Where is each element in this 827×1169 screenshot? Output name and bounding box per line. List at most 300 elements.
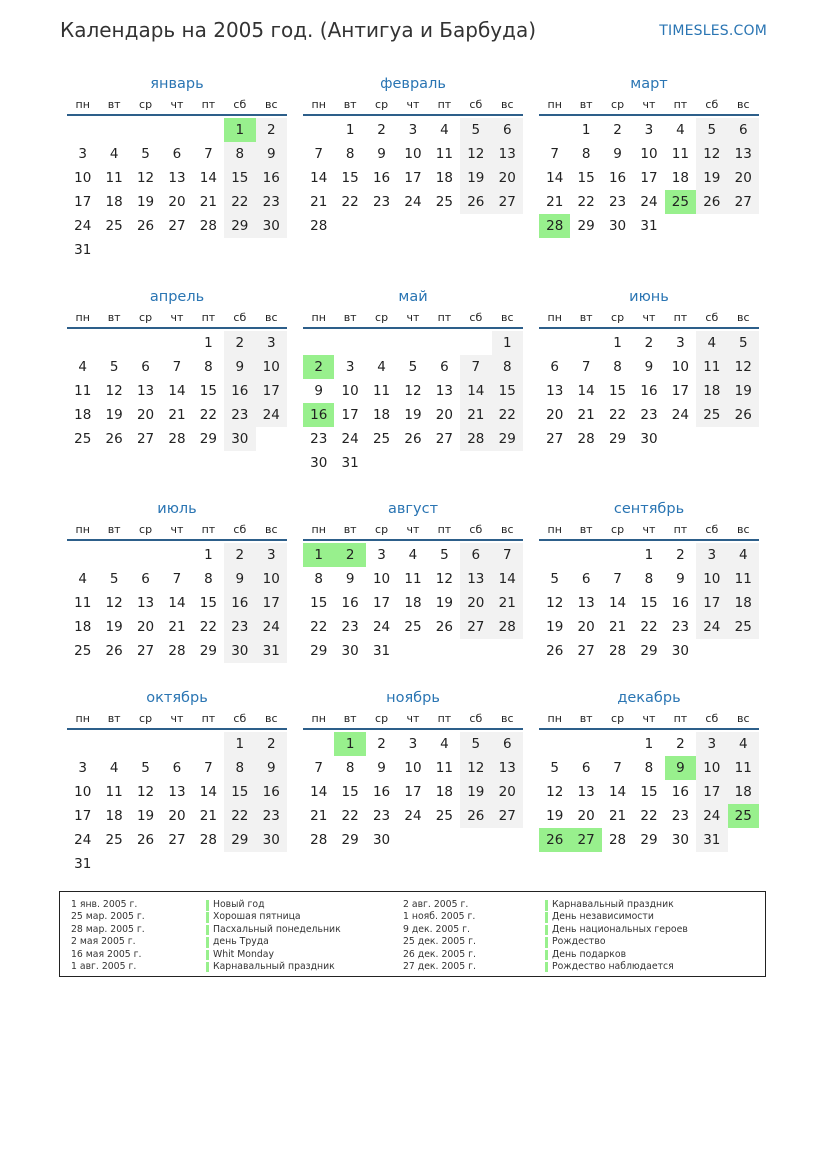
- day-cell[interactable]: 15: [341, 784, 359, 800]
- day-cell[interactable]: 17: [404, 784, 422, 800]
- day-cell[interactable]: 18: [728, 780, 759, 804]
- day-cell[interactable]: 3: [256, 331, 287, 355]
- day-cell[interactable]: 3: [78, 146, 87, 162]
- day-cell[interactable]: 15: [608, 383, 627, 399]
- day-cell[interactable]: 10: [256, 355, 287, 379]
- day-cell[interactable]: 22: [341, 808, 359, 824]
- day-cell[interactable]: 8: [224, 756, 255, 780]
- day-cell[interactable]: 17: [696, 591, 727, 615]
- day-cell[interactable]: 8: [613, 359, 622, 375]
- day-cell[interactable]: 24: [341, 431, 359, 447]
- day-cell[interactable]: 7: [492, 543, 523, 567]
- day-cell[interactable]: 14: [199, 784, 217, 800]
- day-cell[interactable]: 25: [372, 431, 391, 447]
- day-cell[interactable]: 7: [172, 359, 182, 375]
- day-cell[interactable]: 6: [172, 760, 182, 776]
- day-cell[interactable]: 8: [204, 359, 213, 375]
- day-cell[interactable]: 2: [377, 122, 386, 138]
- day-cell[interactable]: 12: [105, 595, 123, 611]
- day-cell[interactable]: 14: [608, 784, 627, 800]
- day-cell[interactable]: 31: [640, 218, 658, 234]
- day-cell[interactable]: 1: [613, 335, 622, 351]
- day-cell[interactable]: 9: [345, 571, 355, 587]
- day-cell[interactable]: 9: [665, 756, 696, 780]
- day-cell[interactable]: 5: [109, 359, 119, 375]
- day-cell[interactable]: 24: [671, 407, 689, 423]
- day-cell[interactable]: 26: [696, 190, 727, 214]
- day-cell[interactable]: 3: [78, 760, 87, 776]
- day-cell[interactable]: 27: [435, 431, 453, 447]
- day-cell[interactable]: 19: [460, 166, 491, 190]
- day-cell[interactable]: 30: [671, 643, 689, 659]
- day-cell[interactable]: 23: [256, 804, 287, 828]
- day-cell[interactable]: 30: [372, 832, 391, 848]
- day-cell[interactable]: 19: [105, 619, 123, 635]
- day-cell[interactable]: 14: [460, 379, 491, 403]
- day-cell[interactable]: 4: [377, 359, 386, 375]
- day-cell[interactable]: 17: [372, 595, 391, 611]
- day-cell[interactable]: 31: [256, 639, 287, 663]
- day-cell[interactable]: 23: [224, 615, 255, 639]
- day-cell[interactable]: 21: [460, 403, 491, 427]
- day-cell[interactable]: 15: [310, 595, 328, 611]
- day-cell[interactable]: 16: [372, 784, 391, 800]
- day-cell[interactable]: 9: [676, 571, 685, 587]
- day-cell[interactable]: 5: [696, 118, 727, 142]
- day-cell[interactable]: 20: [168, 194, 186, 210]
- day-cell[interactable]: 23: [671, 619, 689, 635]
- day-cell[interactable]: 1: [204, 547, 213, 563]
- day-cell[interactable]: 22: [608, 407, 627, 423]
- day-cell[interactable]: 30: [341, 643, 359, 659]
- day-cell[interactable]: 13: [577, 595, 595, 611]
- day-cell[interactable]: 8: [345, 146, 355, 162]
- day-cell[interactable]: 12: [136, 784, 155, 800]
- day-cell[interactable]: 14: [199, 170, 217, 186]
- day-cell[interactable]: 10: [74, 784, 92, 800]
- day-cell[interactable]: 1: [581, 122, 591, 138]
- day-cell[interactable]: 2: [256, 732, 287, 756]
- day-cell[interactable]: 21: [577, 407, 595, 423]
- day-cell[interactable]: 18: [435, 784, 453, 800]
- day-cell[interactable]: 7: [172, 571, 182, 587]
- day-cell[interactable]: 14: [310, 784, 328, 800]
- day-cell[interactable]: 2: [256, 118, 287, 142]
- day-cell[interactable]: 25: [404, 619, 422, 635]
- day-cell[interactable]: 18: [728, 591, 759, 615]
- day-cell[interactable]: 13: [546, 383, 564, 399]
- day-cell[interactable]: 21: [310, 808, 328, 824]
- day-cell[interactable]: 22: [640, 808, 658, 824]
- day-cell[interactable]: 14: [310, 170, 328, 186]
- day-cell[interactable]: 23: [341, 619, 359, 635]
- day-cell[interactable]: 12: [460, 756, 491, 780]
- day-cell[interactable]: 4: [440, 122, 449, 138]
- day-cell[interactable]: 27: [492, 190, 523, 214]
- day-cell[interactable]: 18: [671, 170, 689, 186]
- day-cell[interactable]: 21: [199, 808, 217, 824]
- day-cell[interactable]: 6: [440, 359, 449, 375]
- day-cell[interactable]: 24: [74, 218, 92, 234]
- day-cell[interactable]: 20: [728, 166, 759, 190]
- day-cell[interactable]: 4: [109, 760, 119, 776]
- day-cell[interactable]: 8: [345, 760, 355, 776]
- day-cell[interactable]: 17: [671, 383, 689, 399]
- day-cell[interactable]: 6: [172, 146, 182, 162]
- day-cell[interactable]: 29: [492, 427, 523, 451]
- day-cell[interactable]: 24: [696, 804, 727, 828]
- day-cell[interactable]: 8: [492, 355, 523, 379]
- day-cell[interactable]: 22: [199, 407, 217, 423]
- day-cell[interactable]: 18: [404, 595, 422, 611]
- day-cell[interactable]: 6: [581, 760, 591, 776]
- day-cell[interactable]: 6: [728, 118, 759, 142]
- day-cell[interactable]: 11: [435, 760, 453, 776]
- day-cell[interactable]: 11: [105, 170, 123, 186]
- day-cell[interactable]: 27: [168, 832, 186, 848]
- day-cell[interactable]: 2: [377, 736, 386, 752]
- day-cell[interactable]: 26: [460, 804, 491, 828]
- day-cell[interactable]: 9: [613, 146, 622, 162]
- day-cell[interactable]: 5: [728, 331, 759, 355]
- day-cell[interactable]: 22: [341, 194, 359, 210]
- day-cell[interactable]: 3: [644, 122, 654, 138]
- day-cell[interactable]: 15: [199, 383, 217, 399]
- day-cell[interactable]: 3: [408, 736, 418, 752]
- day-cell[interactable]: 23: [640, 407, 658, 423]
- day-cell[interactable]: 12: [136, 170, 155, 186]
- day-cell[interactable]: 12: [696, 142, 727, 166]
- day-cell[interactable]: 7: [204, 760, 213, 776]
- day-cell[interactable]: 11: [435, 146, 453, 162]
- day-cell[interactable]: 23: [224, 403, 255, 427]
- day-cell[interactable]: 16: [608, 170, 627, 186]
- day-cell[interactable]: 21: [310, 194, 328, 210]
- day-cell[interactable]: 7: [460, 355, 491, 379]
- day-cell[interactable]: 18: [696, 379, 727, 403]
- day-cell[interactable]: 12: [546, 595, 564, 611]
- day-cell[interactable]: 28: [577, 431, 595, 447]
- day-cell[interactable]: 16: [224, 379, 255, 403]
- day-cell[interactable]: 25: [105, 218, 123, 234]
- day-cell[interactable]: 27: [577, 643, 595, 659]
- day-cell[interactable]: 29: [608, 431, 627, 447]
- day-cell[interactable]: 2: [676, 736, 685, 752]
- day-cell[interactable]: 13: [136, 595, 155, 611]
- day-cell[interactable]: 2: [334, 543, 365, 567]
- day-cell[interactable]: 22: [492, 403, 523, 427]
- day-cell[interactable]: 27: [136, 431, 155, 447]
- day-cell[interactable]: 7: [613, 760, 622, 776]
- day-cell[interactable]: 5: [109, 571, 119, 587]
- day-cell[interactable]: 20: [492, 780, 523, 804]
- day-cell[interactable]: 24: [372, 619, 391, 635]
- day-cell[interactable]: 5: [141, 146, 150, 162]
- day-cell[interactable]: 1: [492, 331, 523, 355]
- day-cell[interactable]: 1: [204, 335, 213, 351]
- day-cell[interactable]: 22: [224, 804, 255, 828]
- day-cell[interactable]: 3: [377, 547, 386, 563]
- day-cell[interactable]: 28: [539, 214, 570, 238]
- day-cell[interactable]: 16: [224, 591, 255, 615]
- day-cell[interactable]: 31: [74, 242, 92, 258]
- day-cell[interactable]: 18: [74, 619, 92, 635]
- day-cell[interactable]: 6: [581, 571, 591, 587]
- day-cell[interactable]: 26: [460, 190, 491, 214]
- day-cell[interactable]: 18: [372, 407, 391, 423]
- day-cell[interactable]: 25: [74, 431, 92, 447]
- day-cell[interactable]: 1: [345, 122, 355, 138]
- day-cell[interactable]: 4: [728, 543, 759, 567]
- day-cell[interactable]: 9: [377, 146, 386, 162]
- day-cell[interactable]: 15: [199, 595, 217, 611]
- day-cell[interactable]: 2: [644, 335, 654, 351]
- day-cell[interactable]: 13: [577, 784, 595, 800]
- day-cell[interactable]: 28: [168, 643, 186, 659]
- day-cell[interactable]: 16: [671, 784, 689, 800]
- day-cell[interactable]: 28: [608, 643, 627, 659]
- day-cell[interactable]: 16: [256, 166, 287, 190]
- day-cell[interactable]: 13: [728, 142, 759, 166]
- day-cell[interactable]: 16: [256, 780, 287, 804]
- day-cell[interactable]: 8: [644, 760, 654, 776]
- day-cell[interactable]: 10: [696, 756, 727, 780]
- day-cell[interactable]: 17: [256, 379, 287, 403]
- day-cell[interactable]: 30: [224, 639, 255, 663]
- day-cell[interactable]: 20: [435, 407, 453, 423]
- day-cell[interactable]: 8: [204, 571, 213, 587]
- day-cell[interactable]: 11: [671, 146, 689, 162]
- day-cell[interactable]: 4: [109, 146, 119, 162]
- day-cell[interactable]: 23: [608, 194, 627, 210]
- day-cell[interactable]: 10: [404, 760, 422, 776]
- day-cell[interactable]: 17: [74, 808, 92, 824]
- day-cell[interactable]: 26: [728, 403, 759, 427]
- day-cell[interactable]: 20: [136, 619, 155, 635]
- day-cell[interactable]: 20: [460, 591, 491, 615]
- day-cell[interactable]: 18: [105, 194, 123, 210]
- day-cell[interactable]: 14: [546, 170, 564, 186]
- day-cell[interactable]: 27: [728, 190, 759, 214]
- day-cell[interactable]: 28: [199, 218, 217, 234]
- day-cell[interactable]: 20: [168, 808, 186, 824]
- day-cell[interactable]: 20: [577, 808, 595, 824]
- day-cell[interactable]: 18: [435, 170, 453, 186]
- day-cell[interactable]: 11: [728, 756, 759, 780]
- day-cell[interactable]: 27: [492, 804, 523, 828]
- day-cell[interactable]: 3: [696, 732, 727, 756]
- day-cell[interactable]: 27: [136, 643, 155, 659]
- day-cell[interactable]: 15: [341, 170, 359, 186]
- day-cell[interactable]: 26: [435, 619, 453, 635]
- day-cell[interactable]: 23: [671, 808, 689, 824]
- day-cell[interactable]: 7: [581, 359, 591, 375]
- day-cell[interactable]: 31: [74, 856, 92, 872]
- day-cell[interactable]: 16: [303, 403, 334, 427]
- day-cell[interactable]: 9: [224, 355, 255, 379]
- day-cell[interactable]: 24: [256, 403, 287, 427]
- day-cell[interactable]: 29: [310, 643, 328, 659]
- day-cell[interactable]: 30: [608, 218, 627, 234]
- day-cell[interactable]: 30: [256, 828, 287, 852]
- day-cell[interactable]: 13: [168, 170, 186, 186]
- day-cell[interactable]: 26: [136, 832, 155, 848]
- day-cell[interactable]: 19: [435, 595, 453, 611]
- day-cell[interactable]: 2: [676, 547, 685, 563]
- day-cell[interactable]: 7: [613, 571, 622, 587]
- day-cell[interactable]: 6: [492, 118, 523, 142]
- day-cell[interactable]: 20: [577, 619, 595, 635]
- day-cell[interactable]: 10: [256, 567, 287, 591]
- day-cell[interactable]: 10: [640, 146, 658, 162]
- day-cell[interactable]: 2: [303, 355, 334, 379]
- day-cell[interactable]: 13: [492, 756, 523, 780]
- day-cell[interactable]: 4: [78, 571, 87, 587]
- day-cell[interactable]: 9: [644, 359, 654, 375]
- day-cell[interactable]: 26: [539, 828, 570, 852]
- day-cell[interactable]: 12: [546, 784, 564, 800]
- day-cell[interactable]: 16: [640, 383, 658, 399]
- day-cell[interactable]: 11: [74, 383, 92, 399]
- day-cell[interactable]: 23: [372, 808, 391, 824]
- day-cell[interactable]: 25: [74, 643, 92, 659]
- day-cell[interactable]: 19: [696, 166, 727, 190]
- day-cell[interactable]: 2: [224, 543, 255, 567]
- day-cell[interactable]: 3: [256, 543, 287, 567]
- day-cell[interactable]: 10: [372, 571, 391, 587]
- day-cell[interactable]: 17: [74, 194, 92, 210]
- day-cell[interactable]: 4: [676, 122, 685, 138]
- day-cell[interactable]: 16: [671, 595, 689, 611]
- day-cell[interactable]: 1: [644, 547, 654, 563]
- day-cell[interactable]: 17: [640, 170, 658, 186]
- day-cell[interactable]: 11: [105, 784, 123, 800]
- day-cell[interactable]: 24: [640, 194, 658, 210]
- day-cell[interactable]: 2: [224, 331, 255, 355]
- day-cell[interactable]: 27: [168, 218, 186, 234]
- day-cell[interactable]: 19: [460, 780, 491, 804]
- day-cell[interactable]: 29: [341, 832, 359, 848]
- day-cell[interactable]: 29: [640, 643, 658, 659]
- day-cell[interactable]: 6: [550, 359, 559, 375]
- day-cell[interactable]: 12: [105, 383, 123, 399]
- day-cell[interactable]: 27: [546, 431, 564, 447]
- day-cell[interactable]: 17: [256, 591, 287, 615]
- day-cell[interactable]: 3: [676, 335, 685, 351]
- day-cell[interactable]: 29: [577, 218, 595, 234]
- day-cell[interactable]: 9: [224, 567, 255, 591]
- day-cell[interactable]: 19: [546, 808, 564, 824]
- day-cell[interactable]: 29: [199, 431, 217, 447]
- day-cell[interactable]: 25: [728, 804, 759, 828]
- day-cell[interactable]: 25: [435, 808, 453, 824]
- day-cell[interactable]: 26: [136, 218, 155, 234]
- day-cell[interactable]: 14: [577, 383, 595, 399]
- day-cell[interactable]: 10: [671, 359, 689, 375]
- day-cell[interactable]: 17: [696, 780, 727, 804]
- day-cell[interactable]: 3: [345, 359, 355, 375]
- day-cell[interactable]: 30: [310, 455, 328, 471]
- day-cell[interactable]: 5: [440, 547, 449, 563]
- day-cell[interactable]: 22: [199, 619, 217, 635]
- day-cell[interactable]: 15: [492, 379, 523, 403]
- day-cell[interactable]: 29: [224, 214, 255, 238]
- day-cell[interactable]: 19: [136, 194, 155, 210]
- day-cell[interactable]: 26: [105, 643, 123, 659]
- day-cell[interactable]: 27: [460, 615, 491, 639]
- day-cell[interactable]: 26: [404, 431, 422, 447]
- day-cell[interactable]: 10: [404, 146, 422, 162]
- day-cell[interactable]: 13: [460, 567, 491, 591]
- day-cell[interactable]: 6: [141, 359, 150, 375]
- day-cell[interactable]: 28: [492, 615, 523, 639]
- day-cell[interactable]: 29: [199, 643, 217, 659]
- day-cell[interactable]: 26: [546, 643, 564, 659]
- day-cell[interactable]: 21: [168, 619, 186, 635]
- day-cell[interactable]: 9: [377, 760, 386, 776]
- day-cell[interactable]: 20: [492, 166, 523, 190]
- day-cell[interactable]: 31: [341, 455, 359, 471]
- day-cell[interactable]: 28: [310, 218, 328, 234]
- day-cell[interactable]: 5: [460, 118, 491, 142]
- day-cell[interactable]: 4: [728, 732, 759, 756]
- day-cell[interactable]: 25: [696, 403, 727, 427]
- day-cell[interactable]: 16: [341, 595, 359, 611]
- day-cell[interactable]: 12: [728, 355, 759, 379]
- day-cell[interactable]: 13: [168, 784, 186, 800]
- day-cell[interactable]: 13: [136, 383, 155, 399]
- day-cell[interactable]: 2: [613, 122, 622, 138]
- day-cell[interactable]: 23: [310, 431, 328, 447]
- day-cell[interactable]: 1: [224, 732, 255, 756]
- day-cell[interactable]: 1: [303, 543, 334, 567]
- day-cell[interactable]: 4: [78, 359, 87, 375]
- day-cell[interactable]: 5: [550, 760, 559, 776]
- day-cell[interactable]: 4: [696, 331, 727, 355]
- day-cell[interactable]: 7: [314, 760, 323, 776]
- day-cell[interactable]: 29: [224, 828, 255, 852]
- day-cell[interactable]: 5: [408, 359, 418, 375]
- day-cell[interactable]: 11: [372, 383, 391, 399]
- day-cell[interactable]: 8: [644, 571, 654, 587]
- day-cell[interactable]: 31: [372, 643, 391, 659]
- day-cell[interactable]: 23: [372, 194, 391, 210]
- day-cell[interactable]: 15: [640, 784, 658, 800]
- day-cell[interactable]: 10: [696, 567, 727, 591]
- day-cell[interactable]: 6: [141, 571, 150, 587]
- day-cell[interactable]: 14: [492, 567, 523, 591]
- day-cell[interactable]: 28: [199, 832, 217, 848]
- day-cell[interactable]: 28: [168, 431, 186, 447]
- day-cell[interactable]: 22: [577, 194, 595, 210]
- day-cell[interactable]: 18: [105, 808, 123, 824]
- day-cell[interactable]: 23: [256, 190, 287, 214]
- day-cell[interactable]: 14: [168, 383, 186, 399]
- day-cell[interactable]: 6: [492, 732, 523, 756]
- day-cell[interactable]: 21: [546, 194, 564, 210]
- day-cell[interactable]: 11: [74, 595, 92, 611]
- day-cell[interactable]: 22: [640, 619, 658, 635]
- day-cell[interactable]: 22: [310, 619, 328, 635]
- day-cell[interactable]: 5: [141, 760, 150, 776]
- day-cell[interactable]: 30: [224, 427, 255, 451]
- day-cell[interactable]: 30: [671, 832, 689, 848]
- day-cell[interactable]: 9: [256, 756, 287, 780]
- day-cell[interactable]: 17: [341, 407, 359, 423]
- day-cell[interactable]: 24: [74, 832, 92, 848]
- day-cell[interactable]: 30: [256, 214, 287, 238]
- day-cell[interactable]: 15: [577, 170, 595, 186]
